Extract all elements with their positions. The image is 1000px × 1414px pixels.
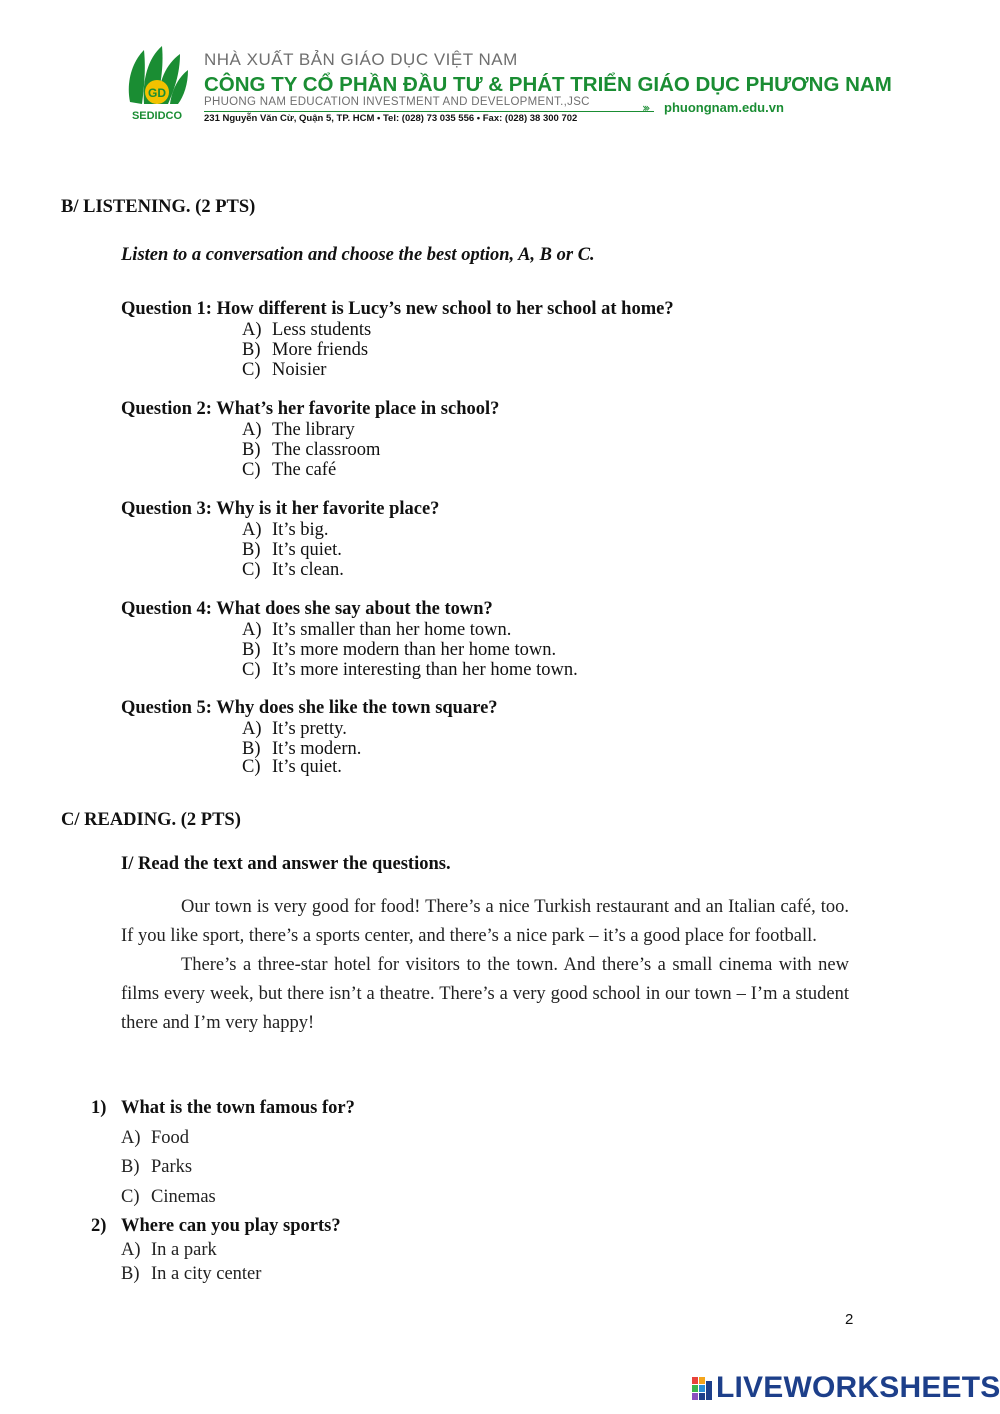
- listening-q2-option-c[interactable]: C) The café: [242, 460, 337, 480]
- listening-question-2: Question 2: What’s her favorite place in school?: [121, 399, 500, 419]
- reading-q1-option-b[interactable]: B) Parks: [121, 1157, 193, 1177]
- listening-q4-option-b[interactable]: B) It’s more modern than her home town.: [242, 640, 557, 660]
- listening-question-3: Question 3: Why is it her favorite place?: [121, 499, 440, 519]
- listening-q4-option-c[interactable]: C) It’s more interesting than her home town.: [242, 660, 578, 680]
- listening-q4-option-a[interactable]: A) It’s smaller than her home town.: [242, 620, 512, 640]
- logo-mark: GD: [148, 86, 166, 100]
- publisher-name: NHÀ XUẤT BẢN GIÁO DỤC VIỆT NAM: [204, 50, 518, 69]
- listening-question-4: Question 4: What does she say about the town?: [121, 599, 493, 619]
- liveworksheets-wordmark: LIVEWORKSHEETS: [716, 1371, 1000, 1404]
- reading-q1-option-a[interactable]: A) Food: [121, 1128, 190, 1148]
- listening-question-1: Question 1: How different is Lucy’s new school to her school at home?: [121, 299, 674, 319]
- listening-q3-option-b[interactable]: B) It’s quiet.: [242, 540, 342, 560]
- company-name: CÔNG TY CỔ PHẦN ĐẦU TƯ & PHÁT TRIỂN GIÁO DỤC PHƯƠNG NAM: [204, 73, 892, 96]
- chevron-right-icon: ›››: [642, 101, 648, 115]
- page-number: 2: [845, 1311, 854, 1328]
- listening-instruction: Listen to a conversation and choose the best option, A, B or C.: [121, 245, 595, 265]
- listening-question-5: Question 5: Why does she like the town square?: [121, 698, 498, 718]
- reading-question-1: What is the town famous for?: [121, 1098, 355, 1118]
- listening-q5-option-a[interactable]: A) It’s pretty.: [242, 719, 347, 739]
- reading-q2-option-b[interactable]: B) In a city center: [121, 1264, 262, 1284]
- listening-section-title: B/ LISTENING. (2 PTS): [61, 197, 256, 217]
- reading-question-2: Where can you play sports?: [121, 1216, 341, 1236]
- reading-q2-option-a[interactable]: A) In a park: [121, 1240, 217, 1260]
- listening-q5-option-b[interactable]: B) It’s modern.: [242, 739, 362, 759]
- reading-instruction: I/ Read the text and answer the questions.: [121, 854, 451, 874]
- listening-q3-option-a[interactable]: A) It’s big.: [242, 520, 329, 540]
- reading-paragraph-1: Our town is very good for food! There’s a nice Turkish restaurant and an Italian café, too. If you like sport, there’s a sports center, and there’s a nice park – it’s a good place for football.: [121, 897, 849, 946]
- reading-section-title: C/ READING. (2 PTS): [61, 810, 241, 830]
- listening-q2-option-b[interactable]: B) The classroom: [242, 440, 381, 460]
- reading-q1-option-c[interactable]: C) Cinemas: [121, 1187, 216, 1207]
- logo-label: SEDIDCO: [131, 110, 183, 122]
- reading-question-1-number: 1): [91, 1098, 107, 1118]
- listening-q1-option-b[interactable]: B) More friends: [242, 340, 369, 360]
- liveworksheets-logo-icon: [692, 1377, 714, 1401]
- company-name-english: PHUONG NAM EDUCATION INVESTMENT AND DEVELOPMENT.,JSC: [204, 96, 590, 108]
- listening-q2-option-a[interactable]: A) The library: [242, 420, 355, 440]
- company-address: 231 Nguyễn Văn Cừ, Quận 5, TP. HCM • Tel: (028) 73 035 556 • Fax: (028) 38 300 702: [204, 113, 578, 124]
- header-divider: [204, 111, 654, 112]
- listening-q1-option-c[interactable]: C) Noisier: [242, 360, 327, 380]
- publisher-header: [122, 40, 892, 130]
- reading-question-2-number: 2): [91, 1216, 107, 1236]
- website-link[interactable]: phuongnam.edu.vn: [664, 100, 784, 115]
- reading-paragraph-2: There’s a three-star hotel for visitors to the town. And there’s a small cinema with new films every week, but there isn’t a theatre. There’s a very good school in our town – I’m a student there and I’m very happy!: [121, 955, 849, 1033]
- reading-passage: [121, 893, 849, 1038]
- listening-q3-option-c[interactable]: C) It’s clean.: [242, 560, 344, 580]
- listening-q1-option-a[interactable]: A) Less students: [242, 320, 372, 340]
- listening-q5-option-c[interactable]: C) It’s quiet.: [242, 757, 342, 777]
